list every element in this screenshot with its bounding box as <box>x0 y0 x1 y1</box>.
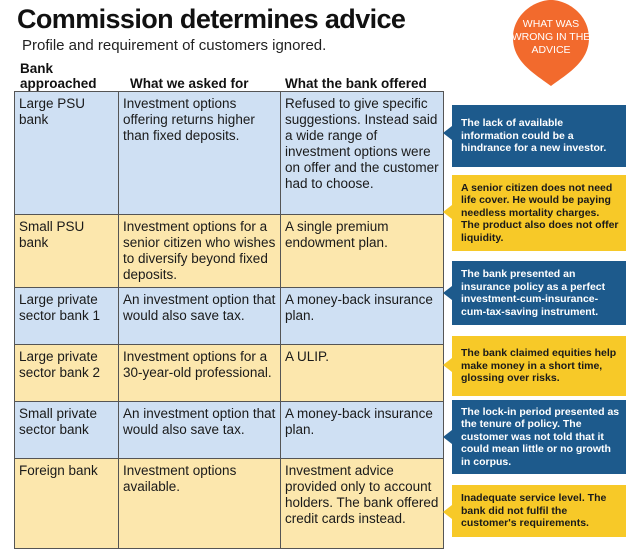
advice-note: The bank presented an insurance policy as a perfect investment-cum-insurance-cum-tax-saving instrument. <box>452 261 626 325</box>
offered-cell: Investment advice provided only to account holders. The bank offered credit cards instead. <box>281 459 444 549</box>
advice-note: The lack of available information could be a hindrance for a new investor. <box>452 105 626 167</box>
bank-cell: Large private sector bank 2 <box>15 345 119 402</box>
bank-cell: Foreign bank <box>15 459 119 549</box>
asked-cell: Investment options for a 30-year-old professional. <box>119 345 281 402</box>
offered-cell: A ULIP. <box>281 345 444 402</box>
offered-cell: A money-back insurance plan. <box>281 288 444 345</box>
note-pointer <box>443 286 452 300</box>
column-header-offered: What the bank offered <box>285 76 427 91</box>
table-row <box>15 92 444 215</box>
note-pointer <box>443 358 452 372</box>
page-subtitle: Profile and requirement of customers ignored. <box>22 37 327 54</box>
asked-cell: An investment option that would also save tax. <box>119 402 281 459</box>
wrong-advice-badge <box>505 0 597 86</box>
asked-cell: An investment option that would also save tax. <box>119 288 281 345</box>
note-pointer <box>443 505 452 519</box>
note-pointer <box>443 205 452 219</box>
table-row <box>15 215 444 288</box>
note-pointer <box>443 430 452 444</box>
page-title: Commission determines advice <box>17 4 406 34</box>
table-row <box>15 345 444 402</box>
comparison-table <box>14 91 444 549</box>
bank-cell: Small PSU bank <box>15 215 119 288</box>
offered-cell: A money-back insurance plan. <box>281 402 444 459</box>
column-header-bank: Bank approached <box>20 61 97 91</box>
bank-cell: Large PSU bank <box>15 92 119 215</box>
asked-cell: Investment options for a senior citizen who wishes to diversify beyond fixed deposits. <box>119 215 281 288</box>
table-row <box>15 402 444 459</box>
column-header-asked: What we asked for <box>130 76 249 91</box>
table-row <box>15 459 444 549</box>
offered-cell: Refused to give specific suggestions. Instead said a wide range of investment options were on offer and the customer had to choose. <box>281 92 444 215</box>
advice-note: The bank claimed equities help make money in a short time, glossing over risks. <box>452 336 626 396</box>
table-row <box>15 288 444 345</box>
asked-cell: Investment options available. <box>119 459 281 549</box>
bank-cell: Small private sector bank <box>15 402 119 459</box>
badge-text: WHAT WAS WRONG IN THE ADVICE <box>511 18 591 56</box>
advice-note: A senior citizen does not need life cover. He would be paying needless mortality charges. The product also does not offer liquidity. <box>452 175 626 251</box>
advice-note: The lock-in period presented as the tenure of policy. The customer was not told that it could mean little or no growth in corpus. <box>452 400 626 474</box>
offered-cell: A single premium endowment plan. <box>281 215 444 288</box>
advice-note: Inadequate service level. The bank did not fulfil the customer's requirements. <box>452 485 626 537</box>
asked-cell: Investment options offering returns higher than fixed deposits. <box>119 92 281 215</box>
note-pointer <box>443 126 452 140</box>
bank-cell: Large private sector bank 1 <box>15 288 119 345</box>
